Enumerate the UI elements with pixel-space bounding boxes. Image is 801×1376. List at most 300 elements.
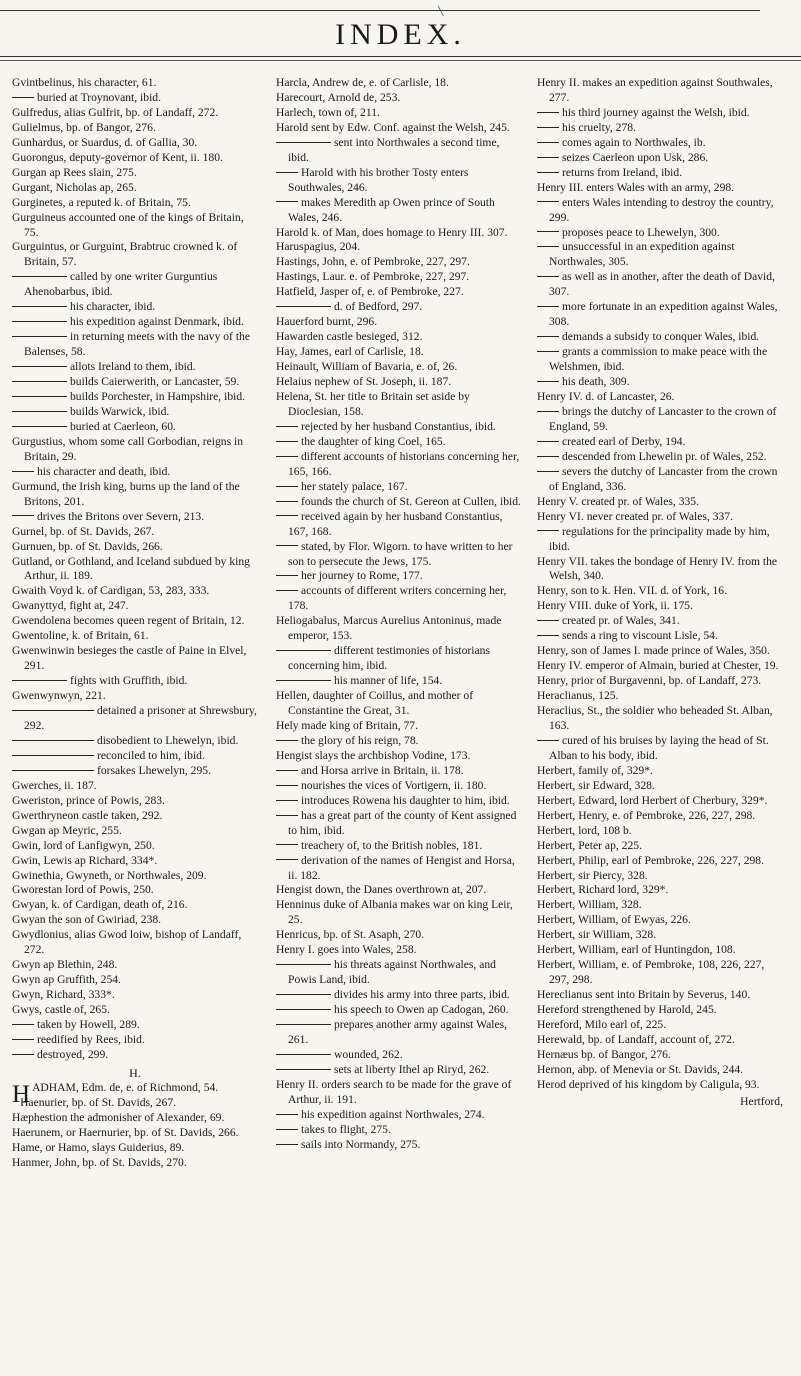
ditto-dash [12, 336, 67, 337]
ditto-dash [12, 710, 94, 711]
ditto-dash [537, 231, 559, 232]
index-entry [276, 330, 522, 345]
ditto-dash [276, 680, 331, 681]
ditto-dash [276, 964, 331, 965]
ditto-dash [276, 590, 298, 591]
entry-text: Gurginetes, a reputed k. of Britain, 75. [12, 195, 191, 209]
entry-text: comes again to Northwales, ib. [562, 135, 706, 149]
ditto-dash [12, 321, 67, 322]
entry-text: Herbert, Richard lord, 329*. [537, 883, 669, 897]
index-entry [12, 749, 258, 764]
entry-text: sails into Normandy, 275. [301, 1137, 421, 1151]
entry-text: reedified by Rees, ibid. [37, 1033, 145, 1046]
entry-text: Gwydlonius, alias Gwod loiw, bishop of Landaff, 272. [12, 928, 242, 957]
entry-text: Harlech, town of, 211. [276, 105, 380, 119]
index-entry [12, 375, 258, 390]
index-entry [276, 375, 522, 390]
index-entry [276, 928, 522, 943]
ditto-dash [537, 172, 559, 173]
entry-text: more fortunate in an expedition against Wales, 308. [549, 300, 778, 329]
entry-text: buried at Troynovant, ibid. [37, 90, 161, 104]
index-entry [537, 300, 783, 330]
top-rule [0, 10, 760, 11]
index-entry [537, 166, 783, 181]
entry-text: sets at liberty Ithel ap Riryd, 262. [334, 1062, 490, 1076]
index-entry [537, 659, 783, 674]
index-entry [276, 644, 522, 674]
index-entry [276, 1018, 522, 1048]
index-entry [276, 196, 522, 226]
entry-text: Herbert, William, of Ewyas, 226. [537, 913, 691, 927]
index-entry [12, 540, 258, 555]
index-entry [12, 809, 258, 824]
ditto-dash [537, 306, 559, 307]
entry-text: Haenurier, bp. of St. Davids, 267. [20, 1095, 177, 1109]
index-entry [276, 898, 522, 928]
entry-text: Henry IV. d. of Lancaster, 26. [537, 390, 675, 404]
index-entry [12, 330, 258, 360]
index-entry [12, 689, 258, 704]
index-entry [276, 91, 522, 106]
entry-text: created earl of Derby, 194. [562, 434, 686, 448]
index-entry [276, 734, 522, 749]
entry-text: enters Wales intending to destroy the country, 299. [549, 195, 774, 224]
page-mark: ╲ [438, 6, 444, 16]
entry-text: Haerunem, or Haernurier, bp. of St. Davids, 266. [12, 1125, 239, 1139]
entry-text: Hellen, daughter of Coillus, and mother of Constantine the Great, 31. [276, 689, 474, 718]
ditto-dash [12, 306, 67, 307]
entry-text: detained a prisoner at Shrewsbury, 292. [24, 704, 257, 732]
index-entry [276, 1108, 522, 1123]
entry-text: seizes Caerleon upon Usk, 286. [562, 150, 709, 164]
index-entry [537, 136, 783, 151]
entries-list [537, 76, 783, 1093]
index-entry [276, 584, 522, 614]
entry-text: regulations for the principality made by him, ibid. [549, 524, 770, 553]
ditto-dash [12, 1024, 34, 1025]
entry-text: treachery of, to the British nobles, 181. [301, 838, 483, 852]
index-entry [12, 106, 258, 121]
entry-text: Hay, James, earl of Carlisle, 18. [276, 345, 424, 359]
index-entry [276, 674, 522, 689]
ditto-dash [276, 1144, 298, 1145]
entry-text: brings the dutchy of Lancaster to the crown of England, 59. [549, 404, 777, 433]
index-entry [537, 704, 783, 734]
entry-text: Helena, St. her title to Britain set aside by Dioclesian, 158. [276, 390, 470, 418]
entry-text: Henry, prior of Burgavenni, bp. of Landaff, 273. [537, 674, 762, 688]
index-entry [276, 390, 522, 420]
index-entry [12, 764, 258, 779]
entry-text: Herbert, Edward, lord Herbert of Cherbury, 329*. [537, 793, 768, 807]
page-title: INDEX. [335, 18, 466, 51]
ditto-dash [276, 142, 331, 143]
ditto-dash [12, 740, 94, 741]
index-entry [537, 121, 783, 136]
entry-text: Henry VIII. duke of York, ii. 175. [537, 599, 693, 613]
entry-text: different accounts of historians concerning her, 165, 166. [288, 449, 520, 478]
index-entry [12, 614, 258, 629]
ditto-dash [276, 441, 298, 442]
index-entry [12, 121, 258, 136]
index-entry [12, 644, 258, 674]
entry-text: Gunhardus, or Suardus, d. of Gallia, 30. [12, 135, 198, 149]
index-entry [12, 1048, 258, 1063]
entry-text: Hæphestion the admonisher of Alexander, 69. [12, 1110, 225, 1124]
index-entry [276, 1123, 522, 1138]
index-entry [537, 943, 783, 958]
entry-text: grants a commission to make peace with the Welshmen, ibid. [549, 345, 768, 374]
entry-text: Gurnel, bp. of St. Davids, 267. [12, 524, 155, 538]
index-entry [12, 315, 258, 330]
entry-text: proposes peace to Lhewelyn, 300. [562, 225, 720, 239]
index-entry [537, 898, 783, 913]
index-entry [537, 883, 783, 898]
index-entry [12, 584, 258, 599]
index-entry [537, 988, 783, 1003]
index-entry [276, 495, 522, 510]
entry-text: Hernon, abp. of Menevia or St. Davids, 244. [537, 1062, 744, 1076]
entry-text: Gwyan, k. of Cardigan, death of, 216. [12, 898, 188, 912]
index-entry [12, 1033, 258, 1048]
entry-text: Gwenwynwyn, 221. [12, 689, 106, 703]
index-entry [276, 1003, 522, 1018]
ditto-dash [276, 486, 298, 487]
entry-text: disobedient to Lhewelyn, ibid. [97, 733, 239, 747]
index-entry [537, 1048, 783, 1063]
index-entry [537, 196, 783, 226]
index-entry [12, 1096, 258, 1111]
index-entry [12, 854, 258, 869]
ditto-dash [276, 859, 298, 860]
ditto-dash [276, 172, 298, 173]
entry-text: Gwerches, ii. 187. [12, 778, 97, 792]
entry-text: Henry VII. takes the bondage of Henry IV. from the Welsh, 340. [537, 554, 778, 583]
ditto-dash [276, 994, 331, 995]
index-entry [276, 226, 522, 241]
entry-text: Gwerthryneon castle taken, 292. [12, 808, 163, 822]
entry-text: his expedition against Northwales, 274. [301, 1107, 485, 1121]
ditto-dash [276, 815, 298, 816]
entry-text: Hengist down, the Danes overthrown at, 207. [276, 883, 487, 897]
ditto-dash [276, 1054, 331, 1055]
index-entry [537, 240, 783, 270]
ditto-dash [537, 740, 559, 741]
index-entry [12, 794, 258, 809]
entry-text: forsakes Lhewelyn, 295. [97, 763, 211, 777]
entry-text: ADHAM, Edm. de, e. of Richmond, 54. [32, 1080, 219, 1094]
index-entry [276, 958, 522, 988]
index-entry [537, 809, 783, 824]
index-entry [12, 839, 258, 854]
index-entry [537, 599, 783, 614]
letter-heading: H. [129, 1065, 141, 1080]
index-entry [276, 614, 522, 644]
entry-text: Herbert, William, e. of Pembroke, 108, 226, 227, 297, 298. [537, 958, 765, 987]
ditto-dash [276, 456, 298, 457]
index-entry [537, 1063, 783, 1078]
index-entry [276, 240, 522, 255]
index-entry [276, 569, 522, 584]
index-entry [12, 973, 258, 988]
entry-text: Herbert, William, earl of Huntingdon, 108. [537, 943, 736, 957]
ditto-dash [537, 456, 559, 457]
ditto-dash [276, 844, 298, 845]
entry-text: Gutland, or Gothland, and Iceland subdued by king Arthur, ii. 189. [12, 554, 250, 583]
index-entry [276, 420, 522, 435]
index-entry [276, 943, 522, 958]
ditto-dash [276, 770, 298, 771]
entry-text: sends a ring to viscount Lisle, 54. [562, 629, 718, 643]
index-entry [12, 151, 258, 166]
ditto-dash [537, 351, 559, 352]
entry-text: Hengist slays the archbishop Vodine, 173. [276, 748, 471, 762]
index-entry [276, 435, 522, 450]
index-entry [537, 405, 783, 435]
index-entry [12, 1111, 258, 1126]
index-entry [12, 1156, 258, 1171]
index-entry [537, 689, 783, 704]
index-entry [537, 869, 783, 884]
ditto-dash [276, 1114, 298, 1115]
index-entry [276, 719, 522, 734]
index-entry [12, 1018, 258, 1033]
index-entry [276, 510, 522, 540]
entry-text: severs the dutchy of Lancaster from the crown of England, 336. [549, 464, 778, 493]
entry-text: his manner of life, 154. [334, 674, 443, 688]
entry-text: Gwin, lord of Lanfigwyn, 250. [12, 838, 155, 852]
ditto-dash [276, 426, 298, 427]
index-entry [537, 839, 783, 854]
ditto-dash [276, 1069, 331, 1070]
entry-text: Herod deprived of his kingdom by Caligula, 93. [537, 1077, 760, 1091]
index-entry [12, 211, 258, 241]
index-entry [12, 420, 258, 435]
index-entry [276, 1048, 522, 1063]
entry-text: founds the church of St. Gereon at Cullen, ibid. [301, 494, 521, 508]
index-entry [537, 375, 783, 390]
entry-text: Gwyn, Richard, 333*. [12, 988, 115, 1002]
index-entry [537, 106, 783, 121]
ditto-dash [537, 112, 559, 113]
ditto-dash [12, 396, 67, 397]
index-entry [537, 614, 783, 629]
index-entry [12, 913, 258, 928]
entry-text: divides his army into three parts, ibid. [334, 988, 510, 1002]
entry-text: Hawarden castle besieged, 312. [276, 330, 423, 344]
entries-list [12, 76, 258, 1063]
entries-list [276, 76, 522, 1153]
ditto-dash [12, 1039, 34, 1040]
entry-text: nourishes the vices of Vortigern, ii. 180. [301, 778, 487, 792]
index-entry [537, 584, 783, 599]
index-entry [12, 555, 258, 585]
entry-text: Gweriston, prince of Powis, 283. [12, 793, 165, 807]
index-entry [537, 555, 783, 585]
index-entry [276, 255, 522, 270]
index-entry [276, 270, 522, 285]
entry-text: his speech to Owen ap Cadogan, 260. [334, 1003, 509, 1017]
index-entry [12, 270, 258, 300]
entry-text: Gwgan ap Meyric, 255. [12, 823, 122, 837]
entry-text: stated, by Flor. Wigorn. to have written to her son to persecute the Jews, 175. [288, 539, 513, 568]
index-entry [12, 824, 258, 839]
index-entry [537, 674, 783, 689]
entry-text: Gwaith Voyd k. of Cardigan, 53, 283, 333. [12, 584, 210, 598]
index-entry [12, 988, 258, 1003]
catchword: Hertford, [740, 1094, 783, 1108]
index-entry [12, 181, 258, 196]
entry-text: Gurguineus accounted one of the kings of Britain, 75. [12, 210, 244, 239]
entry-text: Gwinethia, Gwyneth, or Northwales, 209. [12, 868, 207, 882]
entry-text: buried at Caerleon, 60. [70, 419, 176, 433]
index-entry [12, 360, 258, 375]
entry-text: Henry VI. never created pr. of Wales, 337. [537, 509, 733, 523]
entry-text: fights with Gruffith, ibid. [70, 674, 188, 688]
ditto-dash [276, 515, 298, 516]
index-entry [537, 76, 783, 106]
entry-text: Henry IV. emperor of Almain, buried at Chester, 19. [537, 659, 779, 673]
entry-text: wounded, 262. [334, 1047, 403, 1061]
index-entry [12, 629, 258, 644]
index-entry [276, 136, 522, 166]
entry-text: Heraclianus, 125. [537, 689, 619, 703]
index-entry [537, 1003, 783, 1018]
entry-text: received again by her husband Constantius, 167, 168. [288, 509, 503, 538]
index-entry [12, 91, 258, 106]
entry-text: Gwyn ap Blethin, 248. [12, 958, 118, 972]
entry-text: Heliogabalus, Marcus Aurelius Antoninus, made emperor, 153. [276, 614, 502, 643]
entry-text: Herbert, William, 328. [537, 898, 642, 912]
entry-text: Harold sent by Edw. Conf. against the Welsh, 245. [276, 120, 510, 134]
entry-text: his threats against Northwales, and Powis Land, ibid. [288, 958, 496, 987]
index-entry [276, 809, 522, 839]
entry-text: takes to flight, 275. [301, 1122, 391, 1136]
ditto-dash [276, 501, 298, 502]
entry-text: and Horsa arrive in Britain, ii. 178. [301, 763, 464, 777]
index-entry [276, 300, 522, 315]
index-entry [12, 525, 258, 540]
entry-text: Hereford, Milo earl of, 225. [537, 1018, 667, 1032]
index-entry [276, 450, 522, 480]
entry-text: different testimonies of historians concerning him, ibid. [288, 644, 490, 673]
entry-text: Gurgant, Nicholas ap, 265. [12, 180, 137, 194]
ditto-dash [537, 620, 559, 621]
ditto-dash [276, 1129, 298, 1130]
index-entry [12, 704, 258, 734]
index-entry [12, 1126, 258, 1141]
index-entry [276, 480, 522, 495]
entry-text: Henry II. makes an expedition against Southwales, 277. [537, 76, 773, 104]
index-entry [537, 854, 783, 869]
entry-text: as well as in another, after the death of David, 307. [549, 270, 775, 299]
entry-text: builds Warwick, ibid. [70, 404, 170, 418]
ditto-dash [12, 1054, 34, 1055]
entry-text: Gulielmus, bp. of Bangor, 276. [12, 120, 156, 134]
ditto-dash [276, 575, 298, 576]
index-entry [276, 854, 522, 884]
index-entry [276, 106, 522, 121]
index-entry [537, 779, 783, 794]
entry-text: Harcla, Andrew de, e. of Carlisle, 18. [276, 76, 449, 89]
index-entry [276, 839, 522, 854]
entry-text: Harold k. of Man, does homage to Henry III. 307. [276, 225, 508, 239]
index-entry [537, 151, 783, 166]
ditto-dash [12, 471, 34, 472]
entry-text: Herbert, sir William, 328. [537, 928, 657, 942]
ditto-dash [537, 530, 559, 531]
index-entry [276, 360, 522, 375]
index-entry [537, 913, 783, 928]
index-entry [276, 764, 522, 779]
ditto-dash [276, 785, 298, 786]
entry-text: destroyed, 299. [37, 1047, 109, 1061]
index-entry [537, 450, 783, 465]
index-entry [276, 794, 522, 809]
index-entry [276, 988, 522, 1003]
ditto-dash [537, 381, 559, 382]
entry-text: Heraclius, St., the soldier who beheaded St. Alban, 163. [537, 704, 773, 732]
index-entry [276, 779, 522, 794]
ditto-dash [12, 426, 67, 427]
index-entry [12, 196, 258, 211]
entry-text: Herbert, lord, 108 b. [537, 823, 632, 837]
entry-text: Herbert, Peter ap, 225. [537, 838, 642, 852]
index-entry [276, 1063, 522, 1078]
ditto-dash [537, 441, 559, 442]
ditto-dash [12, 97, 34, 98]
entry-text: Henry V. created pr. of Wales, 335. [537, 494, 699, 508]
ditto-dash [12, 770, 94, 771]
index-entry [537, 958, 783, 988]
entry-text: created pr. of Wales, 341. [562, 614, 680, 628]
ditto-dash [276, 201, 298, 202]
entry-text: the daughter of king Coel, 165. [301, 434, 446, 448]
index-entry [537, 465, 783, 495]
entry-text: her stately palace, 167. [301, 479, 408, 493]
entry-text: descended from Lhewelin pr. of Wales, 252. [562, 449, 767, 463]
entry-text: Gurgan ap Rees slain, 275. [12, 165, 137, 179]
ditto-dash [12, 755, 94, 756]
ditto-dash [276, 650, 331, 651]
entry-text: Henry, son of James I. made prince of Wales, 350. [537, 644, 770, 658]
entry-text: Hernæus bp. of Bangor, 276. [537, 1047, 671, 1061]
index-entry [12, 1003, 258, 1018]
index-entry [537, 764, 783, 779]
ditto-dash [537, 635, 559, 636]
entry-text: Harecourt, Arnold de, 253. [276, 90, 401, 104]
ditto-dash [276, 545, 298, 546]
entry-text: sent into Northwales a second time, ibid. [288, 135, 500, 164]
index-entry [276, 315, 522, 330]
index-entry [12, 76, 258, 91]
index-entry [12, 928, 258, 958]
entry-text: Hely made king of Britain, 77. [276, 718, 418, 732]
index-column-3 [537, 76, 783, 1121]
index-entry [12, 958, 258, 973]
entry-text: prepares another army against Wales, 261. [288, 1018, 508, 1046]
entry-text: introduces Rowena his daughter to him, ibid. [301, 793, 510, 807]
entry-text: allots Ireland to them, ibid. [70, 360, 196, 374]
entry-text: Henricus, bp. of St. Asaph, 270. [276, 928, 425, 942]
index-entry [276, 166, 522, 196]
entries-list [12, 1096, 258, 1171]
ditto-dash [276, 1009, 331, 1010]
entry-text: Gurmund, the Irish king, burns up the land of the Britons, 201. [12, 479, 240, 508]
entry-text: Heinault, William of Bavaria, e. of, 26. [276, 360, 458, 374]
index-entry [12, 898, 258, 913]
entry-text: Gwyn ap Gruffith, 254. [12, 973, 121, 987]
entry-text: Gwanyttyd, fight at, 247. [12, 599, 129, 613]
